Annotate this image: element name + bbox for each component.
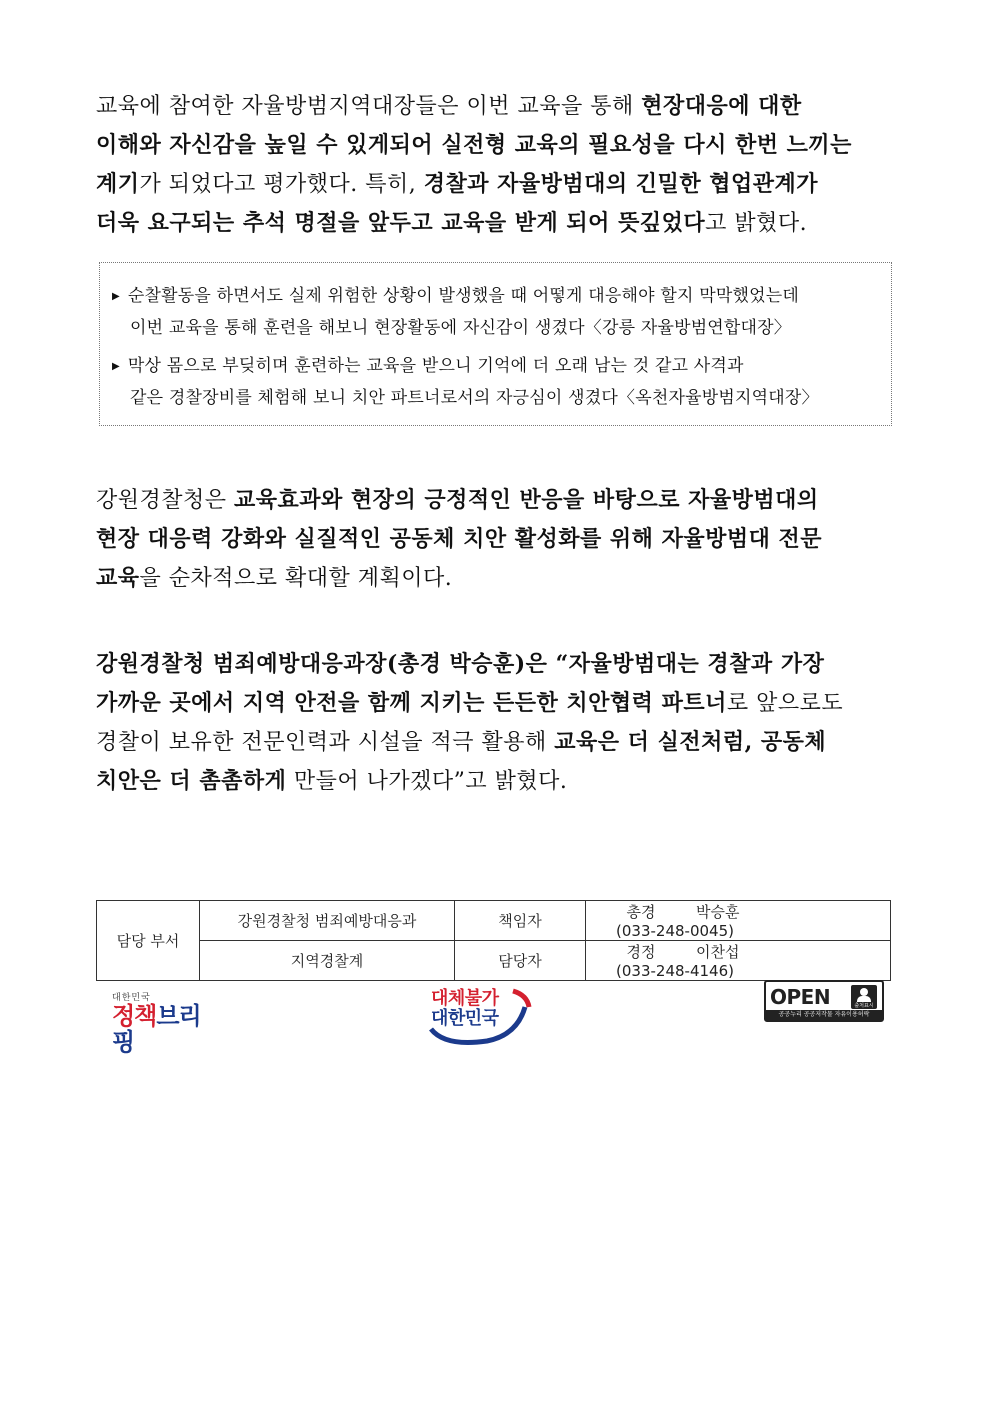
korea-slogan-logo bbox=[425, 985, 535, 1045]
triangle-bullet-icon: ▶ bbox=[112, 361, 120, 372]
text-run: 가 되었다고 평가했다. 특히, bbox=[139, 172, 424, 197]
text-line bbox=[96, 481, 898, 520]
contact-table bbox=[96, 900, 891, 981]
quote-1-line-1: ▶ 순찰활동을 하면서도 실제 위험한 상황이 발생했을 때 어떻게 대응해야 할지 막막했었는데 bbox=[112, 286, 799, 306]
contact-row bbox=[97, 901, 891, 941]
quote-1-line-2: 이번 교육을 통해 훈련을 해보니 현장활동에 자신감이 생겼다〈강릉 자율방범연합대장〉 bbox=[130, 318, 791, 338]
text-run: 을 순차적으로 확대할 계획이다. bbox=[139, 566, 453, 591]
open-text: OPEN bbox=[770, 985, 831, 1009]
text-run: 교육에 참여한 자율방범지역대장들은 이번 교육을 통해 bbox=[96, 94, 642, 119]
person-name: 박승훈 bbox=[696, 903, 740, 921]
dept-name-line-1: 강원경찰청 범죄예방대응과 bbox=[200, 901, 455, 941]
dept-name-line-2: 지역경찰계 bbox=[200, 941, 455, 981]
rank: 총경 bbox=[626, 903, 656, 921]
role: 담당자 bbox=[455, 941, 586, 981]
person-name: 이찬섭 bbox=[696, 943, 740, 961]
text-run: 고 밝혔다. bbox=[705, 211, 808, 236]
attribution-badge-text: 출처표시 bbox=[854, 1003, 874, 1009]
text-line bbox=[96, 520, 898, 559]
bold-text-run: 더욱 요구되는 추석 명절을 앞두고 교육을 받게 되어 뜻깊었다 bbox=[96, 210, 706, 236]
policy-briefing-small-text: 대한민국 bbox=[112, 993, 151, 1003]
text-line bbox=[96, 126, 898, 165]
triangle-bullet-icon: ▶ bbox=[112, 291, 120, 302]
bold-text-run: 이해와 자신감을 높일 수 있게되어 실전형 교육의 필요성을 다시 한번 느끼는 bbox=[96, 132, 852, 158]
paragraph-1 bbox=[96, 87, 898, 243]
open-license-logo bbox=[764, 980, 884, 1022]
dept-label: 담당 부서 bbox=[97, 901, 200, 981]
text-line bbox=[96, 684, 898, 723]
bold-text-run: 강원경찰청 범죄예방대응과장(총경 박승훈)은 “자율방범대는 경찰과 가장 bbox=[96, 651, 825, 677]
bold-text-run: 교육효과와 현장의 긍정적인 반응을 바탕으로 자율방범대의 bbox=[234, 487, 819, 513]
korea-slogan-line-2: 대한민국 bbox=[431, 1008, 499, 1029]
bold-text-run: 교육 bbox=[96, 565, 140, 591]
role: 책임자 bbox=[455, 901, 586, 941]
bold-text-run: 치안은 더 촘촘하게 bbox=[96, 768, 287, 794]
phone[interactable]: (033-248-4146) bbox=[616, 962, 734, 980]
korea-slogan-line-1: 대체불가 bbox=[431, 988, 499, 1009]
bold-text-run: 현장대응에 대한 bbox=[641, 93, 802, 119]
paragraph-3 bbox=[96, 645, 898, 801]
text-line bbox=[96, 87, 898, 126]
policy-briefing-title: 정책브리핑 bbox=[112, 1002, 201, 1056]
phone[interactable]: (033-248-0045) bbox=[616, 922, 734, 940]
contact-row bbox=[97, 941, 891, 981]
rank: 경정 bbox=[626, 943, 656, 961]
bold-text-run: 경찰과 자율방범대의 긴밀한 협업관계가 bbox=[423, 171, 819, 197]
text-run: 로 앞으로도 bbox=[726, 691, 844, 716]
text-line bbox=[96, 204, 898, 243]
open-footer-text: 공공누리 공공저작물 자유이용허락 bbox=[766, 1010, 882, 1020]
quote-2-line-1: ▶ 막상 몸으로 부딪히며 훈련하는 교육을 받으니 기억에 더 오래 남는 것 같고 사격과 bbox=[112, 356, 744, 376]
bold-text-run: 계기 bbox=[96, 171, 140, 197]
paragraph-2 bbox=[96, 481, 898, 598]
text-line bbox=[96, 165, 898, 204]
text-line bbox=[96, 762, 898, 801]
policy-briefing-logo bbox=[112, 990, 222, 1056]
text-line bbox=[96, 559, 898, 598]
text-line bbox=[96, 645, 898, 684]
bold-text-run: 가까운 곳에서 지역 안전을 함께 지키는 든든한 치안협력 파트너 bbox=[96, 690, 727, 716]
text-run: 경찰이 보유한 전문인력과 시설을 적극 활용해 bbox=[96, 730, 555, 755]
person-icon bbox=[860, 988, 868, 996]
text-run: 만들어 나가겠다”고 밝혔다. bbox=[286, 769, 568, 794]
contact-details bbox=[586, 901, 891, 941]
bold-text-run: 현장 대응력 강화와 실질적인 공동체 치안 활성화를 위해 자율방범대 전문 bbox=[96, 526, 822, 552]
contact-details bbox=[586, 941, 891, 981]
bold-text-run: 교육은 더 실전처럼, 공동체 bbox=[554, 729, 827, 755]
quote-2-line-2: 같은 경찰장비를 체험해 보니 치안 파트너로서의 자긍심이 생겼다〈옥천자율방범지역대장〉 bbox=[130, 388, 819, 408]
text-run: 강원경찰청은 bbox=[96, 488, 235, 513]
text-line bbox=[96, 723, 898, 762]
quote-box bbox=[99, 262, 892, 426]
attribution-badge bbox=[851, 985, 877, 1009]
